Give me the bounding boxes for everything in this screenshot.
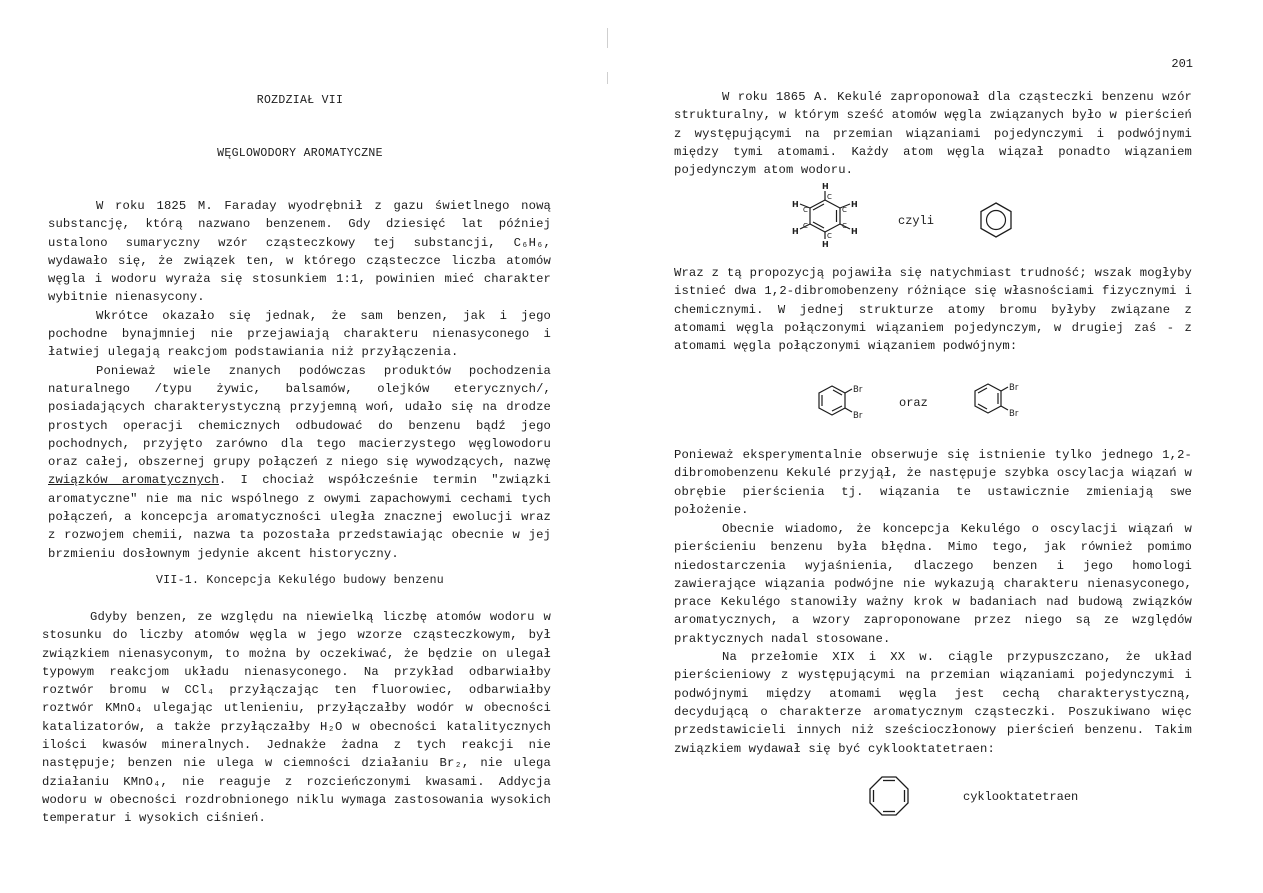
carbon-atom-label: C bbox=[827, 193, 832, 201]
page-number: 201 bbox=[1171, 57, 1193, 71]
underlined-term: związków aromatycznych bbox=[48, 473, 219, 488]
paragraph: Gdyby benzen, ze względu na niewielką liczbę atomów wodoru w stosunku do liczby atomów węgla w jego wzorze cząsteczkowym, był związkiem nienasyconym, to można by oczekiwać, że będzie on ulegał typowym reakcjom układu nienasyconego. Na przykład odbarwiałby roztwór bromu w CCl₄ przyłączając ten fluorowiec, odbarwiałby roztwór KMnO₄ ulegając utlenieniu, przyłączałby wodór w obecności katalizatorów, a także przyłączałby H₂O w obecności katalitycznych ilości kwasów mineralnych. Jednakże żadna z tych reakcji nie następuje; benzen nie ulega w ciemności działaniu Br₂, nie ulega działaniu KMnO₄, nie reaguje z rozcieńczonymi kwasami. Addycja wodoru w obecności rozdrobnionego niklu wymaga zastosowania wysokich temperatur i wysokich ciśnień. bbox=[42, 610, 551, 826]
chapter-heading: ROZDZIAŁ VII bbox=[256, 94, 344, 107]
hydrogen-atom-label: H bbox=[851, 200, 858, 209]
carbon-atom-label: C bbox=[803, 206, 808, 214]
oraz-label: oraz bbox=[899, 396, 928, 410]
right-page bbox=[630, 0, 1263, 893]
oscillation-text bbox=[674, 446, 1192, 519]
carbon-atom-label: C bbox=[827, 232, 832, 240]
cyclooctatetraene-label: cyklooktatetraen bbox=[963, 790, 1079, 804]
paragraph: Na przełomie XIX i XX w. ciągle przypuszczano, że układ pierścieniowy z występującymi na przemian wiązaniami pojedynczymi i podwójnymi między atomami węgla jest cechą charakterystyczną, decydującą o charakterze aromatycznym cząsteczki. Poszukiwano więc przedstawicieli innych niż sześcioczłonowy pierścień benzenu. Takim związkiem wydawał się być cyklooktatetraen: bbox=[674, 650, 1192, 756]
section-text bbox=[42, 608, 551, 828]
kekule-benzene-structure bbox=[788, 180, 868, 248]
paragraph: Ponieważ eksperymentalnie obserwuje się istnienie tylko jednego 1,2-dibromobenzenu Kekulé przyjął, że następuje szybka oscylacja wiązań w obrębie pierścienia tj. wiązania te ustawicznie zmieniają swe położenie. bbox=[674, 448, 1192, 517]
carbon-atom-label: C bbox=[803, 222, 808, 230]
dibromo-text bbox=[674, 264, 1192, 355]
paragraph: Obecnie wiadomo, że koncepcja Kekulégo o oscylacji wiązań w pierścieniu benzenu była błędna. Mimo tego, jak również pomimo niedostarczenia wyjaśnienia, dlaczego benzen i jego homologi zawierające wiązania podwójne nie wykazują charakteru nienasyconego, prace Kekulégo stanowiły ważny krok w badaniach nad budową związków aromatycznych, a wzory zaproponowane przez niego są ze względów praktycznych nadal stosowane. bbox=[674, 522, 1192, 646]
bromine-atom-label: Br bbox=[853, 411, 863, 421]
intro-text bbox=[48, 197, 551, 563]
paragraph: Wkrótce okazało się jednak, że sam benzen, jak i jego pochodne bynajmniej nie przejawiają charakteru nienasyconego i łatwiej ulegają reakcjom podstawiania niż przyłączenia. bbox=[48, 308, 551, 360]
paragraph: Wraz z tą propozycją pojawiła się natychmiast trudność; wszak mogłyby istnieć dwa 1,2-dibromobenzeny różniące się własnościami fizycznymi i chemicznymi. W jednej strukturze atomy bromu byłyby związane z atomami węgla połączonymi wiązaniem pojedynczym, w drugiej zaś - z atomami węgla połączonymi wiązaniem podwójnym: bbox=[674, 266, 1192, 354]
benzene-ring-icon bbox=[978, 201, 1014, 239]
hydrogen-atom-label: H bbox=[792, 200, 799, 209]
text-run: . I chociaż współcześnie termin "związki aromatyczne" nie ma nic wspólnego z owymi zapachowymi cechami tych połączeń, a koncepcja aromatyczności uległa znacznej ewolucji wraz z rozwojem chemii, nazwa ta pozostała przedstawiając obecnie w jej brzmieniu dosłownym jedynie akcent historyczny. bbox=[48, 473, 551, 561]
dibromobenzene-double-bond-structure bbox=[968, 378, 1028, 422]
hydrogen-atom-label: H bbox=[792, 227, 799, 236]
later-text bbox=[674, 520, 1192, 758]
bromine-atom-label: Br bbox=[853, 385, 863, 395]
dibromobenzene-single-bond-structure bbox=[812, 380, 872, 424]
carbon-atom-label: C bbox=[842, 206, 847, 214]
paragraph: W roku 1825 M. Faraday wyodrębnił z gazu świetlnego nową substancję, którą nazwano benzenem. Gdy dziesięć lat później ustalono sumaryczny wzór cząsteczkowy tej substancji, C₆H₆, wydawało się, że związek ten, w którego cząsteczce liczba atomów węgla i wodoru wyraża się stosunkiem 1:1, powinien mieć charakter wybitnie nienasycony. bbox=[48, 199, 551, 305]
hydrogen-atom-label: H bbox=[822, 240, 829, 248]
bromine-atom-label: Br bbox=[1009, 383, 1019, 393]
paragraph: W roku 1865 A. Kekulé zaproponował dla cząsteczki benzenu wzór strukturalny, w którym sześć atomów węgla związanych było w pierścień z występującymi na przemian wiązaniami pojedynczymi i podwójnymi między tymi atomami. Każdy atom węgla wiązał ponadto wiązaniem pojedynczym atom wodoru. bbox=[674, 90, 1192, 178]
hydrogen-atom-label: H bbox=[822, 182, 829, 191]
bromine-atom-label: Br bbox=[1009, 409, 1019, 419]
left-page bbox=[0, 0, 620, 893]
kekule-intro bbox=[674, 88, 1192, 179]
text-run: Ponieważ wiele znanych podówczas produktów pochodzenia naturalnego /typu żywic, balsamów, olejków eterycznych/, posiadających charakterystyczną przyjemną woń, udało się na drodze prostych operacji chemicznych odbudować do benzenu bądź jego pochodnych, przyjęto zarówno dla tego macierzystego węglowodoru oraz całej, obszernej grupy połączeń z niego się wywodzących, nazwę bbox=[48, 363, 551, 470]
carbon-atom-label: C bbox=[842, 222, 847, 230]
hydrogen-atom-label: H bbox=[851, 227, 858, 236]
paragraph bbox=[48, 362, 551, 563]
cyclooctatetraene-structure bbox=[868, 775, 910, 817]
chapter-title: WĘGLOWODORY AROMATYCZNE bbox=[217, 147, 383, 160]
section-heading: VII-1. Koncepcja Kekulégo budowy benzenu bbox=[155, 574, 445, 587]
czyli-label: czyli bbox=[898, 214, 935, 228]
